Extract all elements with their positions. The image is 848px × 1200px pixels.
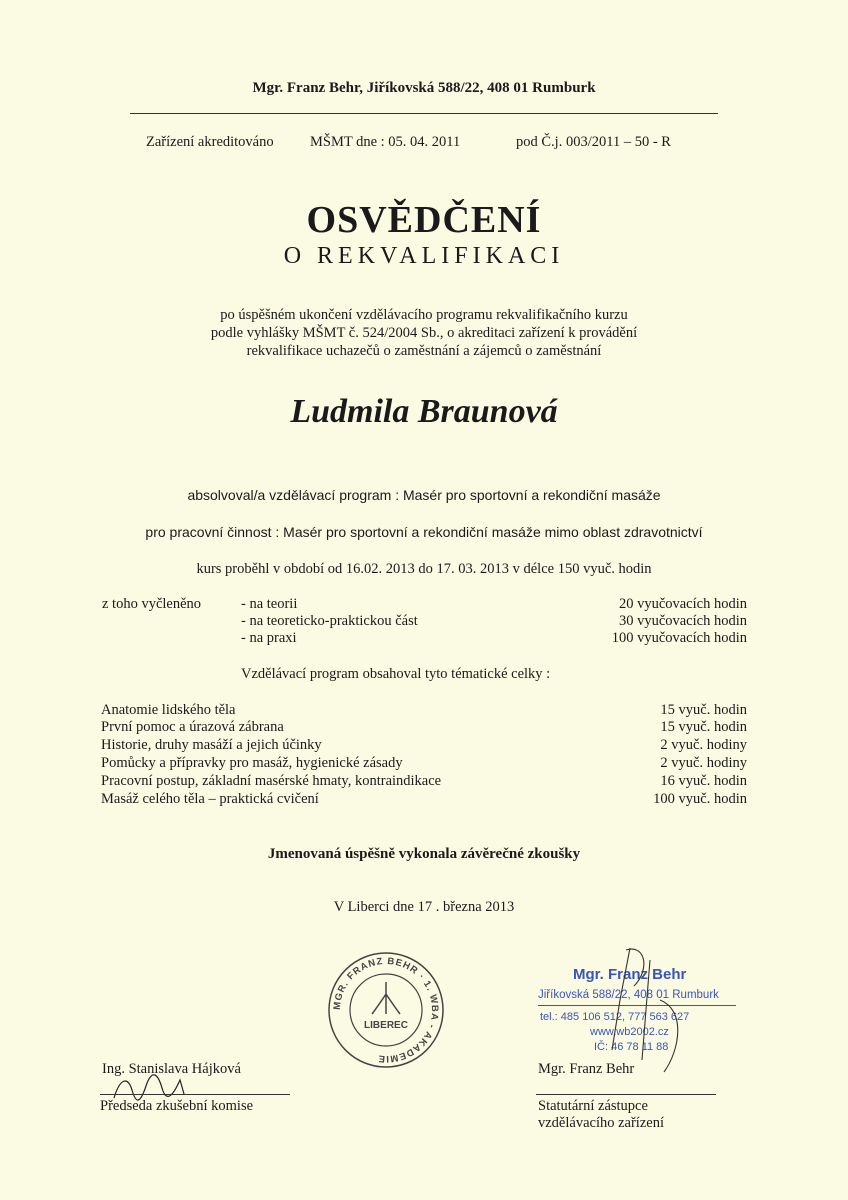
certificate-title: OSVĚDČENÍ [306,199,542,241]
unit-name: Historie, druhy masáží a jejich účinky [101,737,322,753]
breakdown-item-name: - na teoreticko-praktickou část [241,613,418,629]
place-date: V Liberci dne 17 . března 2013 [333,899,515,915]
program-line: absolvoval/a vzdělávací program : Masér pro sportovní a rekondiční masáže [187,487,661,503]
right-signature-line [536,1094,716,1095]
left-signature-line [100,1094,290,1095]
issuer-header: Mgr. Franz Behr, Jiříkovská 588/22, 408 01 Rumburk [252,80,596,96]
intro-line-3: rekvalifikace uchazečů o zaměstnání a zájemců o zaměstnání [246,343,602,359]
company-stamp-address: Jiříkovská 588/22, 408 01 Rumburk [538,989,719,1001]
company-stamp-name: Mgr. Franz Behr [573,966,687,983]
right-signatory-name: Mgr. Franz Behr [538,1061,635,1077]
company-stamp-ic: IČ: 46 78 11 88 [594,1041,669,1053]
recipient-name: Ludmila Braunová [290,393,558,430]
unit-hours: 16 vyuč. hodin [660,773,747,789]
right-signature [590,940,700,1090]
unit-name: Pomůcky a přípravky pro masáž, hygienické zásady [101,755,403,771]
unit-name: Anatomie lidského těla [101,702,236,718]
unit-hours: 2 vyuč. hodiny [660,737,747,753]
intro-line-2: podle vyhlášky MŠMT č. 524/2004 Sb., o akreditaci zařízení k provádění [210,325,638,341]
breakdown-item-name: - na teorii [241,596,298,612]
left-signatory-name: Ing. Stanislava Hájková [102,1061,241,1077]
breakdown-label: z toho vyčleněno [102,596,202,612]
accreditation-date: MŠMT dne : 05. 04. 2011 [310,134,461,150]
intro-line-1: po úspěšném ukončení vzdělávacího programu rekvalifikačního kurzu [220,307,628,323]
certificate-subtitle: O REKVALIFIKACI [283,243,565,269]
unit-name: Masáž celého těla – praktická cvičení [101,791,319,807]
right-signatory-role-2: vzdělávacího zařízení [538,1115,664,1131]
unit-hours: 2 vyuč. hodiny [660,755,747,771]
accreditation-label: Zařízení akreditováno [146,134,274,150]
left-signatory-role: Předseda zkušební komise [100,1098,254,1114]
header-divider [130,113,718,114]
unit-hours: 15 vyuč. hodin [660,719,747,735]
breakdown-item-hours: 30 vyučovacích hodin [618,613,747,629]
breakdown-item-hours: 20 vyučovacích hodin [618,596,747,612]
seal-icon [326,950,446,1070]
round-stamp [326,950,446,1070]
signature-scribble-icon [590,940,700,1090]
right-signatory-role-1: Statutární zástupce [538,1098,648,1114]
accreditation-reference: pod Č.j. 003/2011 – 50 - R [516,134,671,150]
unit-name: Pracovní postup, základní masérské hmaty, kontraindikace [101,773,442,789]
course-period: kurs proběhl v období od 16.02. 2013 do 17. 03. 2013 v délce 150 vyuč. hodin [196,561,652,577]
unit-hours: 100 vyuč. hodin [653,791,747,807]
company-stamp-web: www.wb2002.cz [590,1026,669,1038]
exam-statement: Jmenovaná úspěšně vykonala závěrečné zkoušky [267,846,581,862]
units-heading: Vzdělávací program obsahoval tyto tématické celky : [241,666,551,682]
round-stamp-inner-text: LIBEREC [364,1020,408,1031]
breakdown-item-name: - na praxi [241,630,297,646]
company-stamp-phone: tel.: 485 106 512, 777 563 627 [540,1011,690,1023]
activity-line: pro pracovní činnost : Masér pro sportovní a rekondiční masáže mimo oblast zdravotnictví [145,524,703,540]
unit-name: První pomoc a úrazová zábrana [101,719,284,735]
unit-hours: 15 vyuč. hodin [660,702,747,718]
round-stamp-outer-text: MGR. FRANZ BEHR · 1. WBA - AKADEMIE [331,955,441,1065]
breakdown-item-hours: 100 vyučovacích hodin [611,630,747,646]
